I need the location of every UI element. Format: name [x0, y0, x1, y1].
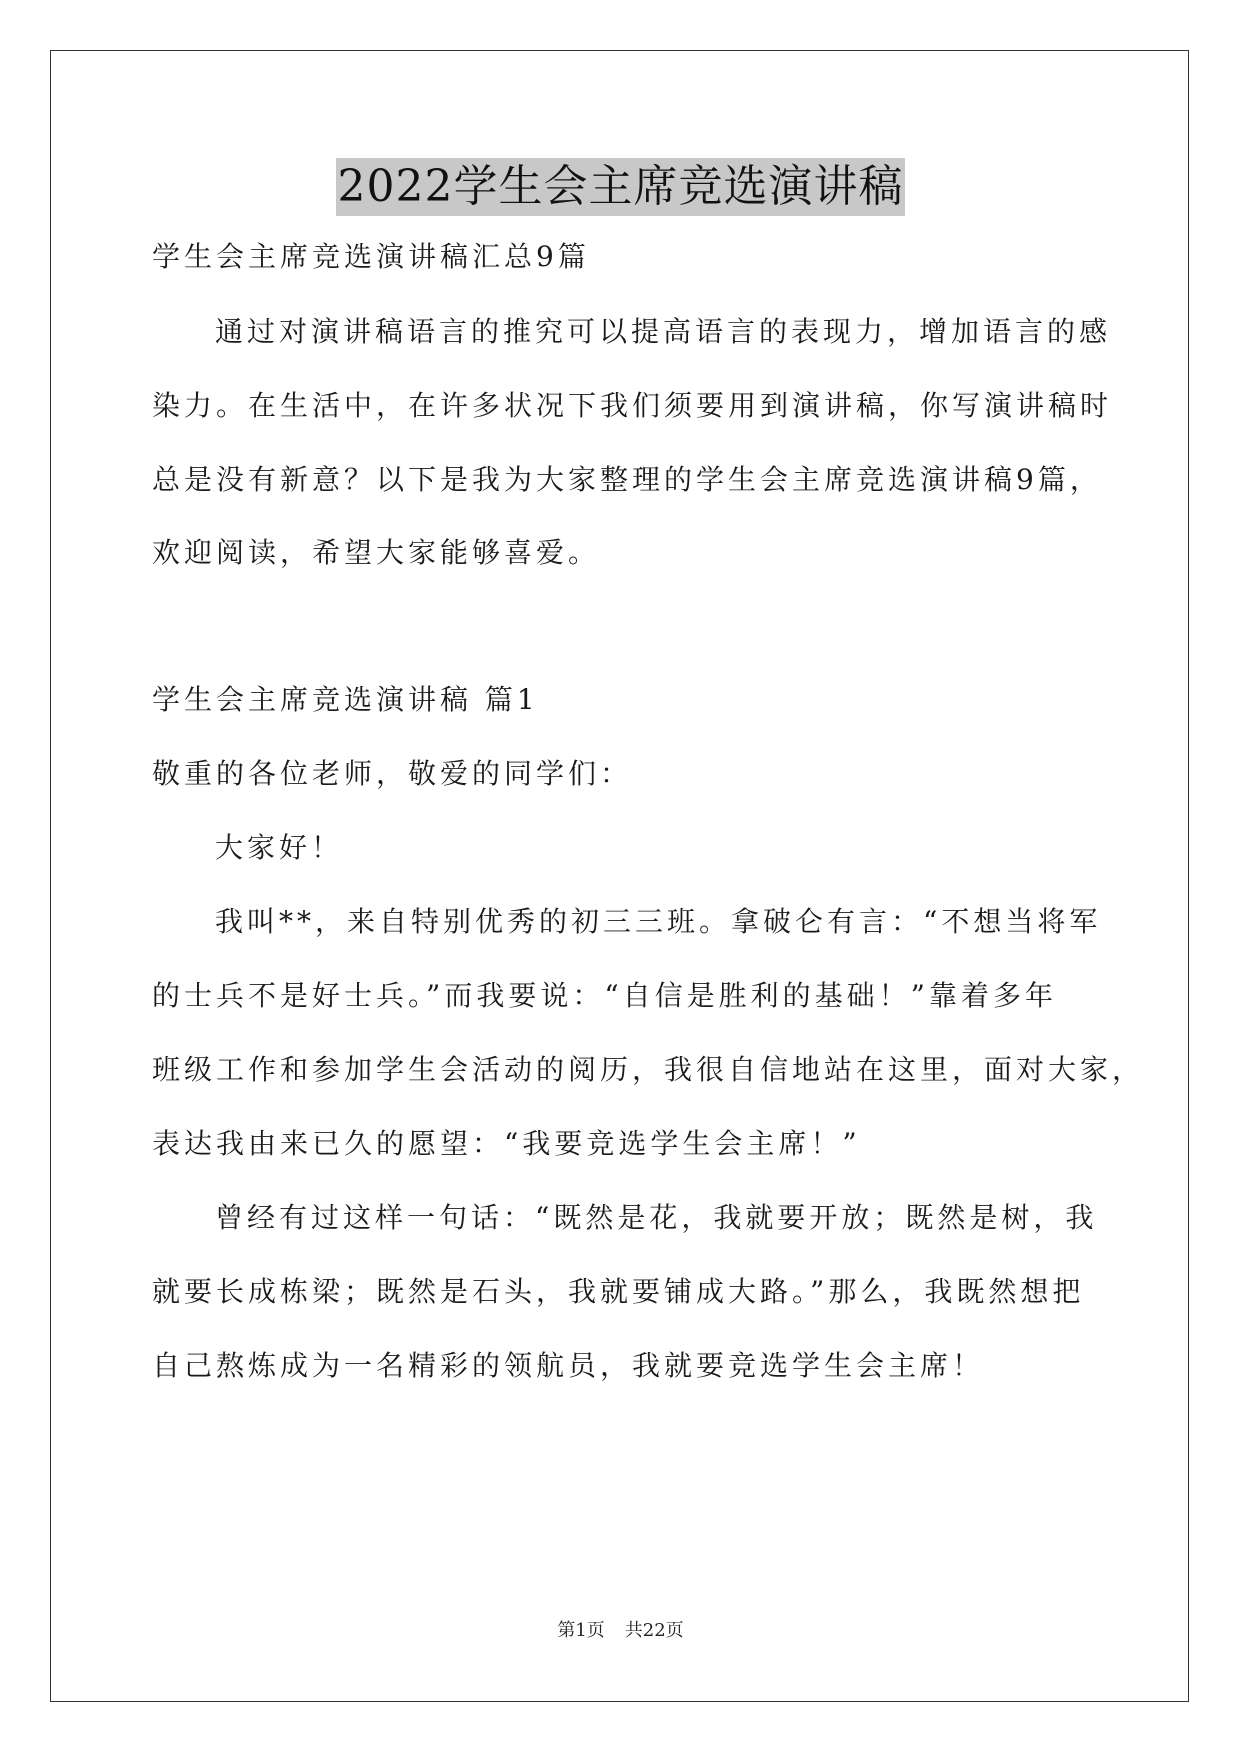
intro-line-4: 欢迎阅读，希望大家能够喜爱。	[152, 536, 601, 569]
page-footer	[0, 1620, 1241, 1642]
para2-line-3: 自己熬炼成为一名精彩的领航员，我就要竞选学生会主席！	[152, 1349, 985, 1382]
document-title: 2022学生会主席竞选演讲稿	[336, 158, 906, 216]
greeting: 大家好！	[215, 831, 344, 864]
page-frame	[50, 50, 1189, 1702]
title-wrap	[0, 158, 1241, 216]
para1-line-2: 的士兵不是好士兵。”而我要说：“自信是胜利的基础！”靠着多年	[152, 979, 1057, 1012]
para2-line-1: 曾经有过这样一句话：“既然是花，我就要开放；既然是树，我	[215, 1201, 1098, 1234]
para1-line-3: 班级工作和参加学生会活动的阅历，我很自信地站在这里，面对大家，	[152, 1053, 1145, 1086]
intro-line-1: 通过对演讲稿语言的推究可以提高语言的表现力，增加语言的感	[215, 315, 1112, 348]
para2-line-2: 就要长成栋梁；既然是石头，我就要铺成大路。”那么，我既然想把	[152, 1275, 1085, 1308]
page-total: 共22页	[624, 1620, 684, 1641]
document-subtitle: 学生会主席竞选演讲稿汇总9篇	[152, 240, 590, 273]
salutation: 敬重的各位老师，敬爱的同学们：	[152, 757, 633, 790]
section-heading: 学生会主席竞选演讲稿 篇1	[152, 683, 539, 716]
para1-line-4: 表达我由来已久的愿望：“我要竞选学生会主席！”	[152, 1127, 861, 1160]
intro-line-2: 染力。在生活中，在许多状况下我们须要用到演讲稿，你写演讲稿时	[152, 389, 1113, 422]
para1-line-1: 我叫**，来自特别优秀的初三三班。拿破仑有言：“不想当将军	[215, 905, 1102, 938]
page-number: 第1页	[557, 1620, 605, 1641]
intro-line-3: 总是没有新意？以下是我为大家整理的学生会主席竞选演讲稿9篇，	[152, 463, 1102, 496]
